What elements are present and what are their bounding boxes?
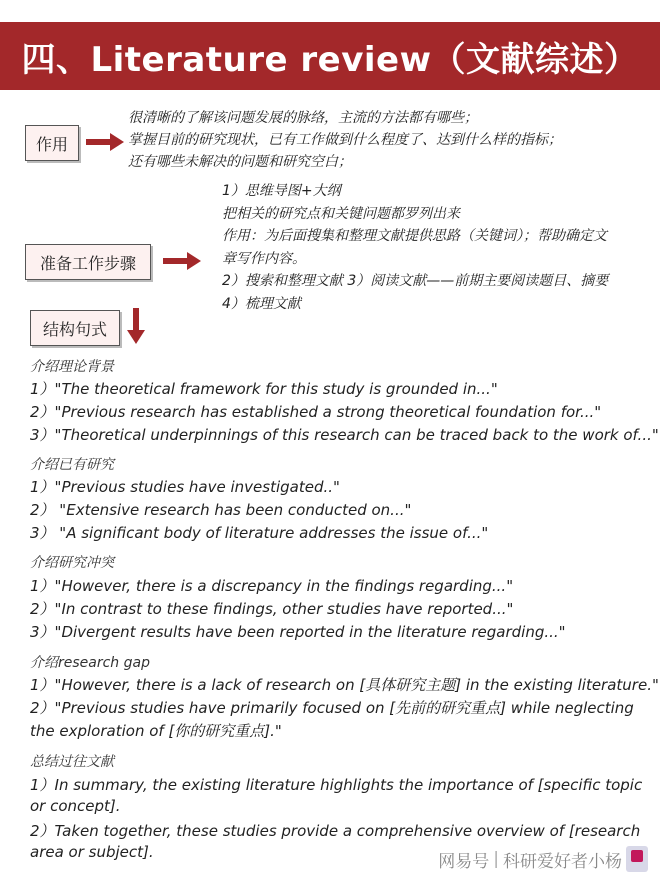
sentence-line: 2）"Previous research has established a strong theoretical foundation for..." bbox=[30, 403, 602, 421]
intro-line: 还有哪些未解决的问题和研究空白； bbox=[128, 154, 352, 170]
prep-line: 1）思维导图+大纲 bbox=[222, 183, 341, 199]
watermark-source: 网易号 bbox=[438, 851, 490, 872]
arrow-right-icon bbox=[86, 132, 126, 152]
sentence-line: 2）Taken together, these studies provide a comprehensive overview of [research bbox=[30, 822, 641, 840]
structure-label: 结构句式 bbox=[42, 319, 107, 339]
watermark bbox=[438, 846, 648, 872]
section-heading: 介绍研究冲突 bbox=[30, 555, 114, 571]
sentence-line: area or subject]. bbox=[30, 843, 154, 861]
intro-line: 很清晰的了解该问题发展的脉络，主流的方法都有哪些； bbox=[128, 110, 478, 126]
sentence-line: or concept]. bbox=[30, 797, 121, 815]
role-label: 作用 bbox=[35, 134, 68, 154]
sentence-line: 3）"Divergent results have been reported in the literature regarding..." bbox=[30, 623, 566, 641]
structure-box bbox=[30, 310, 120, 346]
prep-line: 作用：为后面搜集和整理文献提供思路（关键词）；帮助确定文 bbox=[222, 228, 607, 244]
sentence-line: 1）"The theoretical framework for this study is grounded in..." bbox=[30, 380, 498, 398]
sentence-line: 1）"However, there is a lack of research on [具体研究主题] in the existing literature." bbox=[30, 676, 659, 694]
prep-line: 把相关的研究点和关键问题都罗列出来 bbox=[222, 205, 460, 222]
section-heading: 介绍已有研究 bbox=[30, 457, 114, 473]
sentence-line: 2） "Extensive research has been conducted on..." bbox=[30, 501, 412, 519]
page-title-banner bbox=[0, 22, 660, 90]
section-heading: 介绍理论背景 bbox=[30, 359, 114, 375]
prep-steps-label: 准备工作步骤 bbox=[39, 253, 136, 273]
watermark-separator: | bbox=[493, 849, 499, 869]
page-title: 四、Literature review（文献综述） bbox=[21, 39, 639, 80]
sentence-line: 2）"In contrast to these findings, other studies have reported..." bbox=[30, 600, 514, 618]
prep-line: 章写作内容。 bbox=[222, 250, 306, 267]
sentence-line: 1）"However, there is a discrepancy in the findings regarding..." bbox=[30, 577, 514, 595]
sentence-line: 2）"Previous studies have primarily focused on [先前的研究重点] while neglecting bbox=[30, 699, 634, 717]
role-description bbox=[128, 107, 562, 173]
sentence-line: 3）"Theoretical underpinnings of this research can be traced back to the work of..." bbox=[30, 426, 659, 444]
prep-steps-box bbox=[25, 244, 151, 280]
arrow-down-icon bbox=[126, 308, 146, 346]
logo-icon bbox=[626, 846, 648, 872]
prep-line: 2）搜索和整理文献 3）阅读文献——前期主要阅读题目、摘要 bbox=[222, 273, 609, 289]
arrow-right-icon bbox=[163, 251, 203, 271]
sentence-line: the exploration of [你的研究重点]." bbox=[30, 722, 282, 740]
sentence-line: 1）"Previous studies have investigated.." bbox=[30, 478, 340, 496]
role-box bbox=[25, 125, 79, 161]
sentence-line: 3） "A significant body of literature addresses the issue of..." bbox=[30, 524, 489, 542]
sentence-line: 1）In summary, the existing literature highlights the importance of [specific topic bbox=[30, 776, 643, 794]
section-heading: 总结过往文献 bbox=[30, 754, 114, 770]
watermark-author: 科研爱好者小杨 bbox=[503, 851, 622, 872]
prep-steps-description bbox=[222, 180, 608, 315]
prep-line: 4）梳理文献 bbox=[222, 295, 301, 312]
section-heading: 介绍research gap bbox=[30, 655, 150, 671]
intro-line: 掌握目前的研究现状，已有工作做到什么程度了、达到什么样的指标； bbox=[128, 132, 562, 148]
